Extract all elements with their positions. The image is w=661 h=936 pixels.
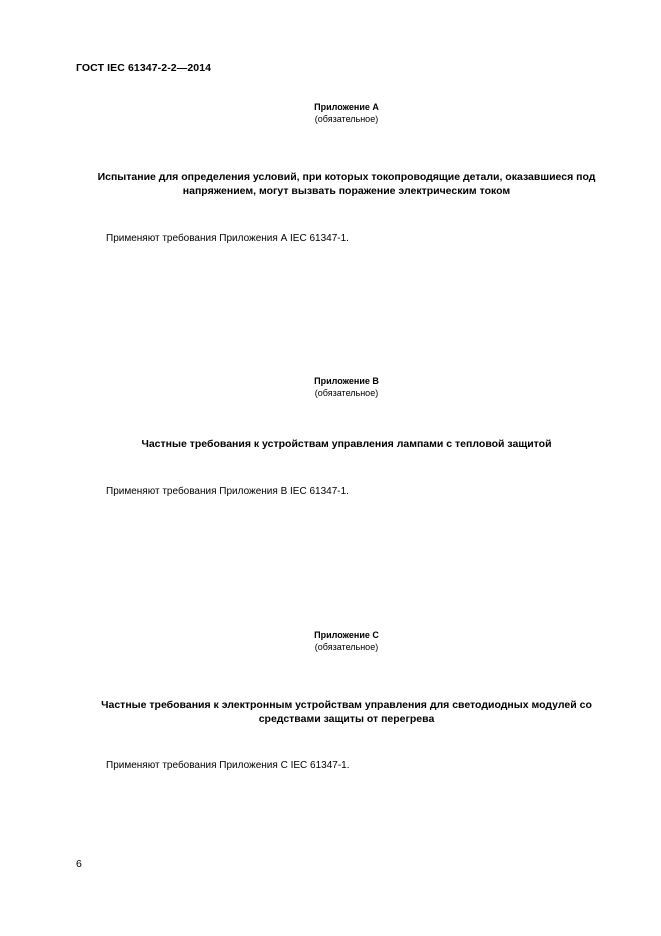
annex-a-text: Применяют требования Приложения А IEC 61347-1. <box>106 233 349 244</box>
annex-a-status: (обязательное) <box>314 114 379 124</box>
annex-c-title: Приложение С <box>314 630 379 640</box>
annex-a-title: Приложение А <box>314 102 379 112</box>
page-number: 6 <box>76 858 82 870</box>
annex-c-status: (обязательное) <box>314 642 379 652</box>
annex-b-heading: Частные требования к устройствам управления лампами с тепловой защитой <box>141 438 552 450</box>
document-header: ГОСТ IEC 61347-2-2—2014 <box>76 62 212 74</box>
annex-a-heading: Испытание для определения условий, при которых токопроводящие детали, оказавшиеся под напряжением, могут вызвать поражение электрическим током <box>97 171 596 197</box>
annex-b-title: Приложение В <box>314 376 379 386</box>
annex-c-text: Применяют требования Приложения С IEC 61347-1. <box>106 760 350 771</box>
annex-b-status: (обязательное) <box>314 388 379 398</box>
annex-b-text: Применяют требования Приложения В IEC 61347-1. <box>106 486 349 497</box>
annex-c-heading: Частные требования к электронным устройствам управления для светодиодных модулей со средствами защиты от перегрева <box>101 699 592 725</box>
